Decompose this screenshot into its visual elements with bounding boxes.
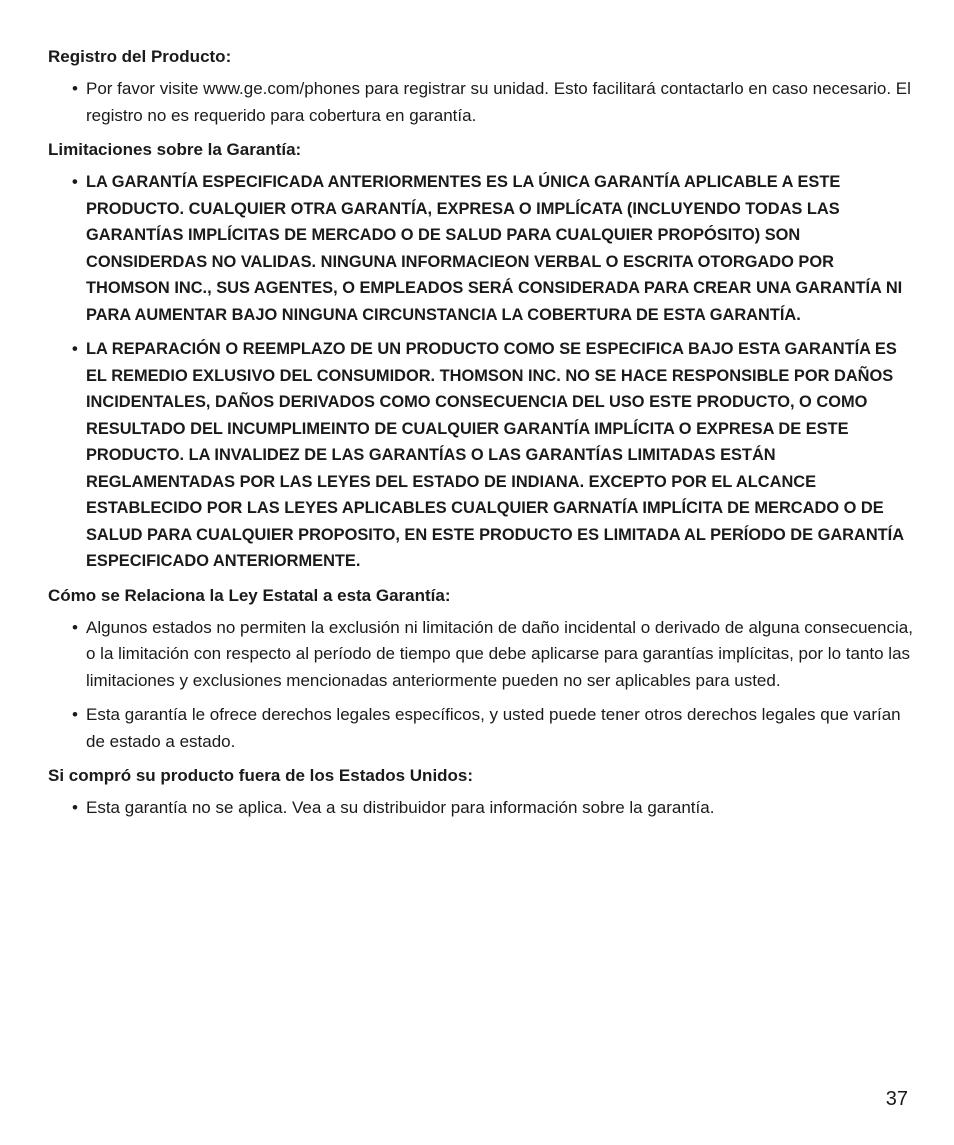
section-heading: Registro del Producto: (48, 47, 232, 66)
bullet-icon: • (72, 705, 78, 724)
list-item (48, 615, 918, 695)
bullet-list (48, 76, 918, 129)
list-item (48, 702, 918, 755)
bullet-icon: • (72, 340, 78, 358)
section-outside-us (48, 763, 918, 822)
section-product-registration (48, 44, 918, 129)
section-warranty-limitations (48, 137, 918, 575)
list-item-text: Esta garantía no se aplica. Vea a su distribuidor para información sobre la garantía. (86, 798, 715, 817)
bullet-list (48, 615, 918, 756)
bullet-icon: • (72, 79, 78, 98)
section-heading: Si compró su producto fuera de los Estados Unidos: (48, 766, 474, 785)
bullet-list (48, 795, 918, 822)
list-item (48, 336, 918, 575)
document-page (48, 44, 918, 830)
bullet-list (48, 169, 918, 575)
bullet-icon: • (72, 617, 78, 637)
list-item-text: LA REPARACIÓN O REEMPLAZO DE UN PRODUCTO COMO SE ESPECIFICA BAJO ESTA GARANTÍA ES EL REMEDIO EXLUSIVO DEL CONSUMIDOR. THOMSON INC. NO SE HACE RESPONSIBLE POR DAÑOS INCIDENTALES, DAÑOS DERIVADOS COMO CONSECUENCIA DEL USO ESTE PRODUCTO, O COMO RESULTADO DEL INCUMPLIMEINTO DE CUALQUIER GARANTÍA IMPLÍCITA O EXPRESA DE ESTE PRODUCTO. LA INVALIDEZ DE LAS GARANTÍAS O LAS GARANTÍAS LIMITADAS ESTÁN REGLAMENTADAS POR LAS LEYES DEL ESTADO DE INDIANA. EXCEPTO POR EL ALCANCE ESTABLECIDO POR LAS LEYES APLICABLES CUALQUIER GARNATÍA IMPLÍCITA DE MERCADO O DE SALUD PARA CUALQUIER PROPOSITO, EN ESTE PRODUCTO ES LIMITADA AL PERÍODO DE GARANTÍA ESPECIFICADO ANTERIORMENTE. (86, 340, 904, 570)
section-heading: Cómo se Relaciona la Ley Estatal a esta Garantía: (48, 585, 451, 605)
list-item (48, 169, 918, 328)
list-item (48, 795, 918, 822)
section-state-law (48, 583, 918, 756)
list-item-text: Por favor visite www.ge.com/phones para registrar su unidad. Esto facilitará contactarlo en caso necesario. El registro no es requerido para cobertura en garantía. (86, 79, 911, 125)
bullet-icon: • (72, 798, 78, 817)
list-item-text: LA GARANTÍA ESPECIFICADA ANTERIORMENTES ES LA ÚNICA GARANTÍA APLICABLE A ESTE PRODUCTO. CUALQUIER OTRA GARANTÍA, EXPRESA O IMPLÍCATA (INCLUYENDO TODAS LAS GARANTÍAS IMPLÍCITAS DE MERCADO O DE SALUD PARA CUALQUIER PROPÓSITO) SON CONSIDERDAS NO VALIDAS. NINGUNA INFORMACIEON VERBAL O ESCRITA OTORGADO POR THOMSON INC., SUS AGENTES, O EMPLEADOS SERÁ CONSIDERADA PARA CREAR UNA GARANTÍA NI PARA AUMENTAR BAJO NINGUNA CIRCUNSTANCIA LA COBERTURA DE ESTA GARANTÍA. (86, 173, 903, 324)
page-number: 37 (885, 1088, 908, 1110)
list-item-text: Algunos estados no permiten la exclusión ni limitación de daño incidental o derivado de alguna consecuencia, o la limitación con respecto al período de tiempo que debe aplicarse para garantías implícitas, por lo tanto las limitaciones y exclusiones mencionadas anteriormente pueden no ser aplicables para usted. (86, 617, 913, 690)
list-item (48, 76, 918, 129)
section-heading: Limitaciones sobre la Garantía: (48, 140, 302, 159)
list-item-text: Esta garantía le ofrece derechos legales específicos, y usted puede tener otros derechos legales que varían de estado a estado. (86, 705, 901, 751)
bullet-icon: • (72, 173, 78, 191)
